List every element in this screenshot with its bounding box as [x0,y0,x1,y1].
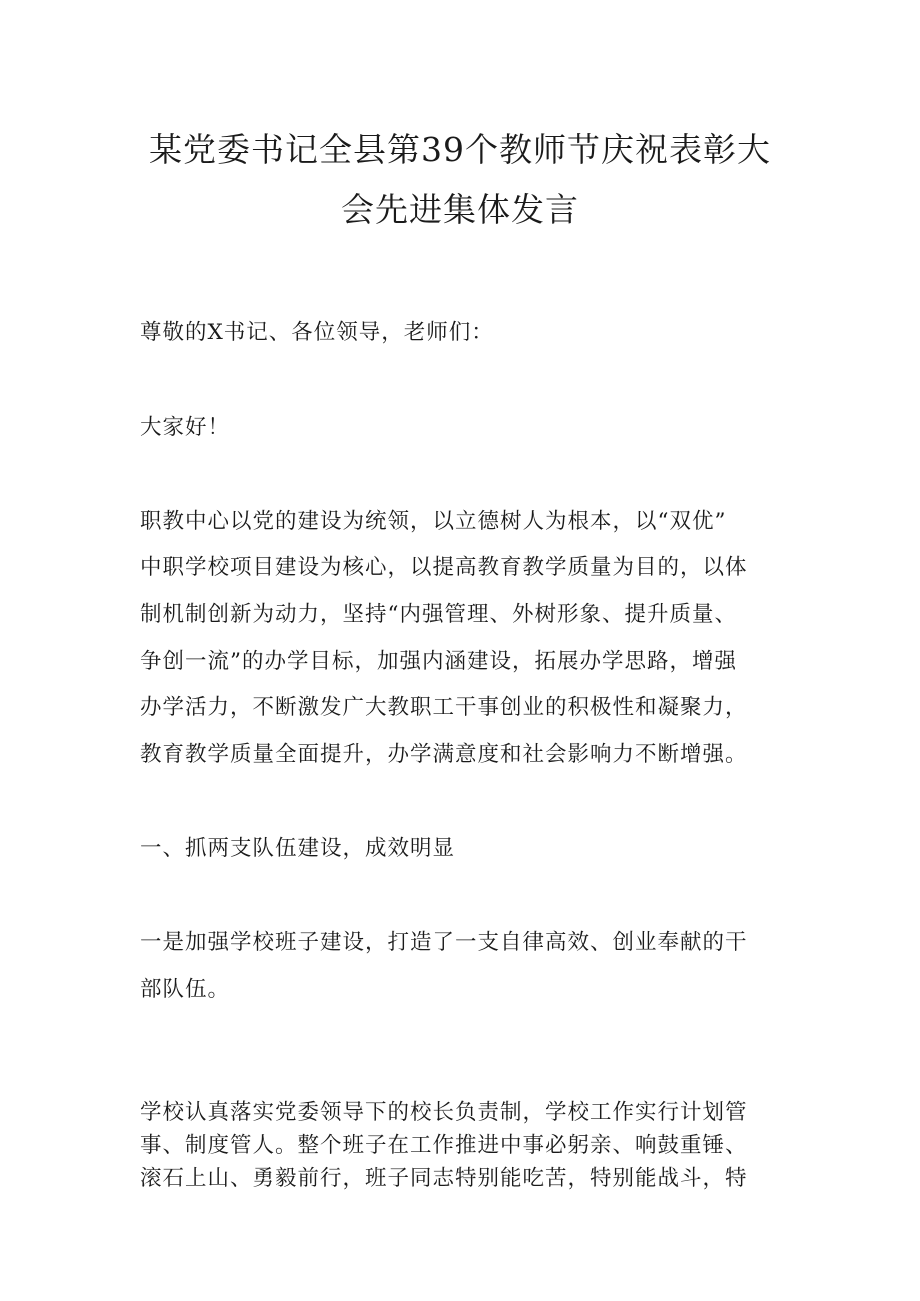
section-heading: 一、抓两支队伍建设，成效明显 [140,836,456,861]
greeting: 大家好！ [140,415,231,440]
point-paragraph-line: 部队伍。 [140,977,231,1002]
intro-paragraph-line: 职教中心以党的建设为统领，以立德树人为根本，以“双优” [140,509,727,534]
intro-paragraph-line: 制机制创新为动力，坚持“内强管理、外树形象、提升质量、 [140,602,737,627]
document-title-line-2: 会先进集体发言 [341,190,579,229]
intro-paragraph-line: 办学活力，不断激发广大教职工干事创业的积极性和凝聚力， [140,695,748,720]
salutation: 尊敬的X书记、各位领导，老师们： [140,320,494,345]
intro-paragraph-line: 教育教学质量全面提升，办学满意度和社会影响力不断增强。 [140,742,748,767]
intro-paragraph-line: 争创一流”的办学目标，加强内涵建设，拓展办学思路，增强 [140,649,737,674]
intro-paragraph-line: 中职学校项目建设为核心，以提高教育教学质量为目的，以体 [140,555,748,580]
document-title-line-1: 某党委书记全县第39个教师节庆祝表彰大 [149,130,771,169]
body-paragraph-line: 滚石上山、勇毅前行，班子同志特别能吃苦，特别能战斗，特 [140,1166,748,1191]
point-paragraph-line: 一是加强学校班子建设，打造了一支自律高效、创业奉献的干 [140,930,748,955]
body-paragraph-line: 学校认真落实党委领导下的校长负责制，学校工作实行计划管 [140,1100,748,1125]
body-paragraph-line: 事、制度管人。整个班子在工作推进中事必躬亲、响鼓重锤、 [140,1133,748,1158]
